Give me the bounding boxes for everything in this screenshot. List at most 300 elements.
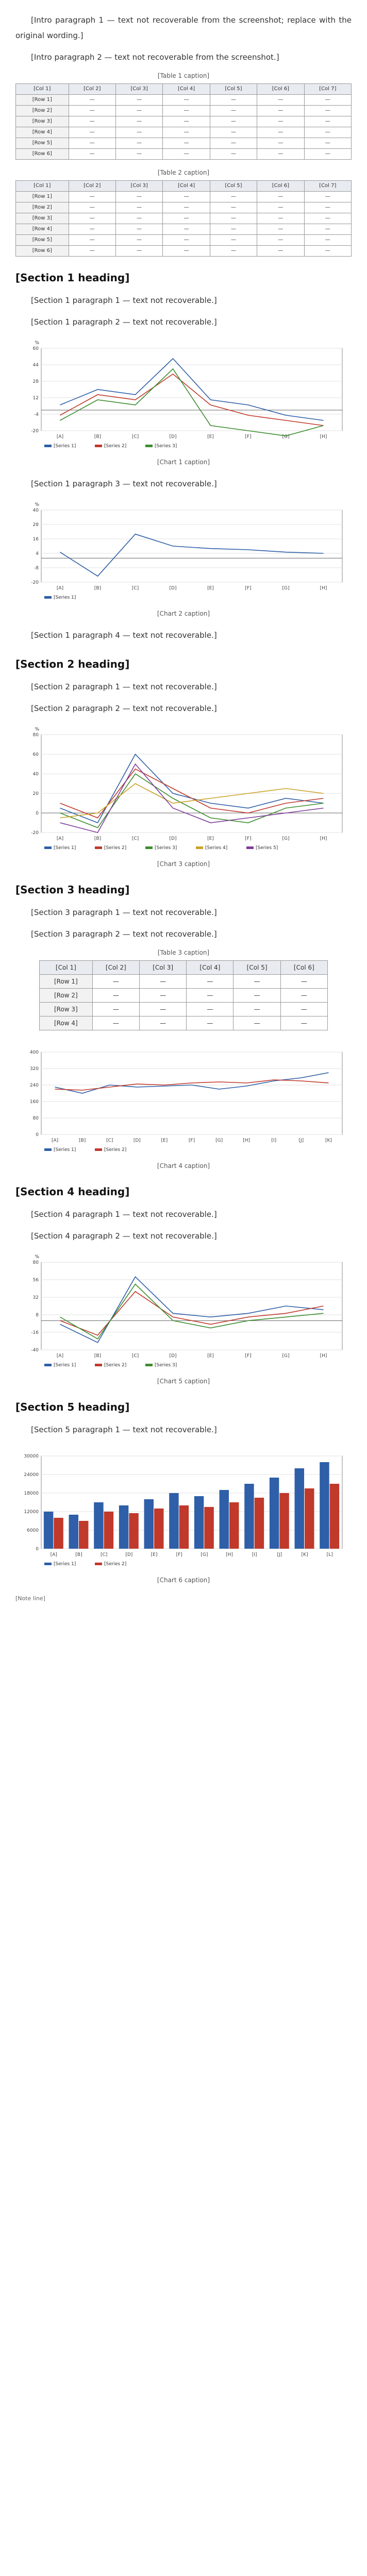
y-tick-label: 160 bbox=[29, 1099, 39, 1105]
x-tick-label: [D] bbox=[169, 836, 177, 841]
x-tick-label: [F] bbox=[245, 586, 252, 591]
table-row bbox=[16, 106, 352, 116]
table1-caption: [Table 1 caption] bbox=[157, 72, 210, 79]
table-cell: — bbox=[69, 235, 115, 246]
table-cell: — bbox=[257, 202, 304, 213]
table-cell: — bbox=[257, 106, 304, 116]
table-cell: — bbox=[257, 149, 304, 160]
y-tick-label: -4 bbox=[34, 412, 39, 417]
table-cell: — bbox=[187, 975, 233, 989]
section3-heading: [Section 3 heading] bbox=[15, 884, 130, 896]
y-tick-label: 28 bbox=[32, 522, 39, 528]
table-cell: — bbox=[69, 246, 115, 257]
table-header-row bbox=[40, 961, 328, 975]
table-cell: — bbox=[257, 95, 304, 106]
table3-caption: [Table 3 caption] bbox=[157, 949, 210, 956]
table-header-cell: [Col 5] bbox=[210, 181, 257, 192]
table-row bbox=[40, 1016, 328, 1030]
table-cell: — bbox=[210, 138, 257, 149]
x-tick-label: [H] bbox=[243, 1138, 251, 1143]
legend-swatch bbox=[95, 1364, 102, 1366]
section3-para-2: [Section 3 paragraph 2 — text not recoverable.] bbox=[31, 929, 217, 939]
table-cell: — bbox=[210, 202, 257, 213]
y-tick-label: 12 bbox=[32, 396, 39, 401]
table-cell: — bbox=[69, 224, 115, 235]
table-header-cell: [Col 2] bbox=[69, 84, 115, 95]
x-tick-label: [B] bbox=[94, 836, 102, 841]
chart2-caption: [Chart 2 caption] bbox=[157, 610, 210, 617]
section2-para-1: [Section 2 paragraph 1 — text not recoverable.] bbox=[31, 682, 217, 691]
y-tick-label: 12000 bbox=[24, 1510, 39, 1515]
x-tick-label: [F] bbox=[176, 1552, 182, 1557]
table-cell: — bbox=[139, 975, 186, 989]
table-cell: — bbox=[115, 106, 162, 116]
legend-swatch bbox=[44, 445, 52, 447]
x-tick-label: [C] bbox=[131, 1353, 139, 1359]
table-header-cell: [Col 2] bbox=[69, 181, 115, 192]
chart5 bbox=[19, 1250, 348, 1374]
table-cell: — bbox=[257, 213, 304, 224]
x-tick-label: [G] bbox=[282, 586, 290, 591]
y-tick-label: 320 bbox=[29, 1066, 39, 1072]
table-header-cell: [Col 3] bbox=[115, 181, 162, 192]
table-row bbox=[16, 149, 352, 160]
table-row bbox=[16, 235, 352, 246]
table-row bbox=[40, 1003, 328, 1016]
table-cell: — bbox=[210, 106, 257, 116]
x-tick-label: [B] bbox=[94, 586, 102, 591]
table-cell: — bbox=[163, 246, 210, 257]
table-cell: — bbox=[304, 127, 351, 138]
y-axis-unit: % bbox=[35, 727, 39, 732]
section1-para-2: [Section 1 paragraph 2 — text not recoverable.] bbox=[31, 317, 217, 327]
table-cell: — bbox=[210, 213, 257, 224]
x-tick-label: [K] bbox=[325, 1138, 332, 1143]
table-cell: — bbox=[257, 138, 304, 149]
legend-label: [Series 1] bbox=[54, 845, 76, 851]
bar bbox=[279, 1493, 289, 1549]
table-header-cell: [Col 7] bbox=[304, 181, 351, 192]
legend-swatch bbox=[246, 846, 254, 849]
table-cell: [Row 6] bbox=[16, 246, 69, 257]
bar bbox=[144, 1499, 154, 1549]
table-cell: — bbox=[257, 192, 304, 202]
x-tick-label: [A] bbox=[50, 1552, 57, 1557]
x-tick-label: [A] bbox=[56, 434, 64, 439]
y-axis-unit: % bbox=[35, 502, 39, 507]
y-tick-label: 20 bbox=[32, 791, 39, 796]
table-cell: [Row 6] bbox=[16, 149, 69, 160]
y-tick-label: 240 bbox=[29, 1083, 39, 1088]
x-tick-label: [G] bbox=[282, 1353, 290, 1359]
table-cell: — bbox=[304, 106, 351, 116]
y-tick-label: 60 bbox=[32, 752, 39, 757]
table-cell: — bbox=[304, 192, 351, 202]
legend-swatch bbox=[44, 1563, 52, 1565]
x-tick-label: [J] bbox=[298, 1138, 304, 1143]
x-tick-label: [B] bbox=[79, 1138, 86, 1143]
table-cell: — bbox=[304, 116, 351, 127]
x-tick-label: [A] bbox=[51, 1138, 59, 1143]
plot-area bbox=[41, 1052, 342, 1134]
y-tick-label: 80 bbox=[32, 733, 39, 738]
y-tick-label: 400 bbox=[29, 1050, 39, 1055]
y-tick-label: 0 bbox=[36, 1547, 39, 1552]
x-tick-label: [H] bbox=[320, 1353, 327, 1359]
table3 bbox=[39, 960, 328, 1030]
table-cell: — bbox=[304, 95, 351, 106]
x-tick-label: [E] bbox=[207, 434, 214, 439]
x-tick-label: [F] bbox=[245, 1353, 252, 1359]
table-cell: — bbox=[233, 1003, 280, 1016]
table-cell: — bbox=[210, 224, 257, 235]
table-header-cell: [Col 4] bbox=[163, 181, 210, 192]
table-header-cell: [Col 5] bbox=[233, 961, 280, 975]
table-cell: [Row 1] bbox=[16, 192, 69, 202]
intro-para-2: [Intro paragraph 2 — text not recoverable from the screenshot.] bbox=[31, 53, 279, 62]
bar bbox=[194, 1496, 204, 1549]
x-tick-label: [C] bbox=[131, 836, 139, 841]
x-tick-label: [E] bbox=[207, 586, 214, 591]
x-tick-label: [C] bbox=[131, 434, 139, 439]
x-tick-label: [A] bbox=[56, 586, 64, 591]
table-cell: — bbox=[280, 975, 327, 989]
table-row bbox=[16, 116, 352, 127]
table2 bbox=[15, 180, 352, 257]
table-cell: — bbox=[92, 1003, 139, 1016]
bar bbox=[330, 1484, 339, 1549]
table-cell: — bbox=[163, 149, 210, 160]
x-tick-label: [E] bbox=[161, 1138, 168, 1143]
section1-heading: [Section 1 heading] bbox=[15, 272, 130, 284]
legend-label: [Series 1] bbox=[54, 1562, 76, 1567]
table-cell: — bbox=[233, 975, 280, 989]
table-cell: — bbox=[69, 138, 115, 149]
table-cell: [Row 1] bbox=[16, 95, 69, 106]
x-tick-label: [C] bbox=[101, 1552, 108, 1557]
bar bbox=[179, 1505, 189, 1549]
table-cell: — bbox=[115, 235, 162, 246]
legend-label: [Series 4] bbox=[205, 845, 228, 851]
table-cell: — bbox=[69, 106, 115, 116]
table-row bbox=[16, 192, 352, 202]
legend-label: [Series 1] bbox=[54, 444, 76, 449]
x-tick-label: [F] bbox=[245, 434, 252, 439]
y-tick-label: 30000 bbox=[24, 1454, 39, 1459]
y-tick-label: 6000 bbox=[27, 1528, 39, 1533]
table-row bbox=[16, 213, 352, 224]
legend-label: [Series 1] bbox=[54, 1363, 76, 1368]
table-cell: — bbox=[163, 95, 210, 106]
bar bbox=[104, 1512, 113, 1549]
legend-swatch bbox=[196, 846, 203, 849]
bar bbox=[79, 1521, 88, 1549]
bar bbox=[69, 1515, 78, 1549]
x-tick-label: [H] bbox=[320, 836, 327, 841]
chart4-caption: [Chart 4 caption] bbox=[157, 1162, 210, 1170]
legend-label: [Series 3] bbox=[155, 1363, 177, 1368]
y-tick-label: 28 bbox=[32, 379, 39, 384]
x-tick-label: [D] bbox=[125, 1552, 133, 1557]
section2-heading: [Section 2 heading] bbox=[15, 658, 130, 670]
table-header-cell: [Col 3] bbox=[115, 84, 162, 95]
legend-swatch bbox=[95, 1563, 102, 1565]
table-header-cell: [Col 6] bbox=[280, 961, 327, 975]
table-cell: — bbox=[115, 213, 162, 224]
y-tick-label: -8 bbox=[34, 566, 39, 571]
table-header-row bbox=[16, 181, 352, 192]
table-cell: [Row 1] bbox=[40, 975, 93, 989]
table-row bbox=[16, 138, 352, 149]
y-tick-label: -20 bbox=[31, 831, 39, 836]
x-tick-label: [G] bbox=[282, 434, 290, 439]
x-tick-label: [G] bbox=[282, 836, 290, 841]
x-tick-label: [H] bbox=[320, 586, 327, 591]
table-cell: — bbox=[257, 235, 304, 246]
table-cell: — bbox=[69, 202, 115, 213]
table-cell: — bbox=[304, 224, 351, 235]
table-cell: — bbox=[115, 116, 162, 127]
table-header-cell: [Col 3] bbox=[139, 961, 186, 975]
table-cell: [Row 4] bbox=[16, 224, 69, 235]
legend-swatch bbox=[44, 1148, 52, 1151]
table-header-row bbox=[16, 84, 352, 95]
bar bbox=[220, 1490, 229, 1549]
table-cell: — bbox=[257, 224, 304, 235]
y-tick-label: 56 bbox=[32, 1278, 39, 1283]
x-tick-label: [E] bbox=[207, 1353, 214, 1359]
chart1 bbox=[19, 336, 348, 454]
bar bbox=[54, 1518, 63, 1549]
y-tick-label: 16 bbox=[32, 537, 39, 542]
table-cell: — bbox=[257, 246, 304, 257]
table-cell: — bbox=[163, 202, 210, 213]
table2-caption: [Table 2 caption] bbox=[157, 169, 210, 176]
bar bbox=[154, 1509, 163, 1549]
table-row bbox=[16, 246, 352, 257]
x-tick-label: [F] bbox=[188, 1138, 195, 1143]
chart3 bbox=[19, 722, 348, 856]
table-cell: — bbox=[304, 138, 351, 149]
table-cell: — bbox=[115, 202, 162, 213]
chart3-caption: [Chart 3 caption] bbox=[157, 860, 210, 868]
bar bbox=[204, 1507, 213, 1549]
chart1-caption: [Chart 1 caption] bbox=[157, 459, 210, 466]
bar bbox=[94, 1502, 103, 1549]
chart6-caption: [Chart 6 caption] bbox=[157, 1577, 210, 1584]
footnote: [Note line] bbox=[15, 1595, 45, 1602]
x-tick-label: [I] bbox=[252, 1552, 257, 1557]
legend-label: [Series 5] bbox=[256, 845, 278, 851]
table-cell: — bbox=[187, 1016, 233, 1030]
table-cell: — bbox=[280, 989, 327, 1003]
bar bbox=[295, 1468, 304, 1549]
y-tick-label: 40 bbox=[32, 508, 39, 513]
legend-swatch bbox=[145, 445, 153, 447]
bar bbox=[255, 1498, 264, 1549]
table-cell: — bbox=[304, 246, 351, 257]
table-header-cell: [Col 4] bbox=[163, 84, 210, 95]
y-tick-label: -40 bbox=[31, 1348, 39, 1353]
legend-swatch bbox=[95, 1148, 102, 1151]
y-tick-label: 60 bbox=[32, 346, 39, 351]
table-cell: [Row 2] bbox=[40, 989, 93, 1003]
table1 bbox=[15, 83, 352, 160]
table-cell: — bbox=[280, 1003, 327, 1016]
table-cell: [Row 4] bbox=[16, 127, 69, 138]
table-cell: — bbox=[233, 1016, 280, 1030]
x-tick-label: [D] bbox=[169, 1353, 177, 1359]
y-tick-label: -16 bbox=[31, 1330, 39, 1335]
legend-label: [Series 3] bbox=[155, 845, 177, 851]
y-tick-label: 44 bbox=[32, 363, 39, 368]
y-tick-label: 80 bbox=[32, 1260, 39, 1265]
x-tick-label: [H] bbox=[226, 1552, 233, 1557]
y-tick-label: 80 bbox=[32, 1116, 39, 1121]
y-axis-unit: % bbox=[35, 1255, 39, 1260]
x-tick-label: [G] bbox=[215, 1138, 223, 1143]
table-cell: — bbox=[163, 127, 210, 138]
x-tick-label: [E] bbox=[151, 1552, 158, 1557]
chart2 bbox=[19, 498, 348, 606]
table-cell: — bbox=[210, 235, 257, 246]
table-cell: — bbox=[69, 213, 115, 224]
legend-swatch bbox=[44, 1364, 52, 1366]
x-tick-label: [A] bbox=[56, 836, 64, 841]
table-cell: — bbox=[139, 1016, 186, 1030]
y-tick-label: 32 bbox=[32, 1295, 39, 1300]
x-tick-label: [I] bbox=[271, 1138, 277, 1143]
table-cell: — bbox=[304, 235, 351, 246]
table-header-cell: [Col 5] bbox=[210, 84, 257, 95]
chart4 bbox=[19, 1040, 348, 1158]
table-header-cell: [Col 2] bbox=[92, 961, 139, 975]
x-tick-label: [D] bbox=[133, 1138, 141, 1143]
table-cell: — bbox=[163, 106, 210, 116]
bar bbox=[44, 1512, 53, 1549]
table-cell: — bbox=[304, 149, 351, 160]
table-cell: — bbox=[69, 149, 115, 160]
legend-swatch bbox=[95, 846, 102, 849]
section5-para-1: [Section 5 paragraph 1 — text not recoverable.] bbox=[31, 1425, 217, 1434]
table-cell: — bbox=[92, 989, 139, 1003]
table-cell: — bbox=[210, 127, 257, 138]
x-tick-label: [L] bbox=[326, 1552, 333, 1557]
x-tick-label: [D] bbox=[169, 434, 177, 439]
chart6 bbox=[19, 1444, 348, 1572]
legend-label: [Series 1] bbox=[54, 1147, 76, 1153]
y-tick-label: 24000 bbox=[24, 1472, 39, 1478]
x-tick-label: [B] bbox=[94, 1353, 102, 1359]
intro-para-1: [Intro paragraph 1 — text not recoverable from the screenshot; replace with the original wording.] bbox=[15, 15, 352, 40]
y-tick-label: 4 bbox=[36, 551, 39, 556]
legend-label: [Series 2] bbox=[104, 1562, 127, 1567]
table-cell: — bbox=[139, 989, 186, 1003]
section1-para-4: [Section 1 paragraph 4 — text not recoverable.] bbox=[31, 631, 217, 640]
section4-para-1: [Section 4 paragraph 1 — text not recoverable.] bbox=[31, 1210, 217, 1219]
table-cell: — bbox=[304, 202, 351, 213]
legend-label: [Series 2] bbox=[104, 1147, 127, 1153]
table-cell: — bbox=[304, 213, 351, 224]
y-tick-label: 0 bbox=[36, 1132, 39, 1138]
x-tick-label: [B] bbox=[94, 434, 102, 439]
table-cell: [Row 4] bbox=[40, 1016, 93, 1030]
x-tick-label: [E] bbox=[207, 836, 214, 841]
x-tick-label: [C] bbox=[106, 1138, 113, 1143]
table-cell: — bbox=[163, 224, 210, 235]
table-cell: — bbox=[115, 149, 162, 160]
legend-label: [Series 1] bbox=[54, 595, 76, 600]
table-header-cell: [Col 4] bbox=[187, 961, 233, 975]
table-cell: — bbox=[69, 192, 115, 202]
table-cell: — bbox=[92, 1016, 139, 1030]
section1-para-3: [Section 1 paragraph 3 — text not recoverable.] bbox=[31, 479, 217, 488]
bar bbox=[119, 1505, 128, 1549]
table-cell: — bbox=[210, 116, 257, 127]
legend-swatch bbox=[44, 846, 52, 849]
y-tick-label: 8 bbox=[36, 1313, 39, 1318]
bar bbox=[169, 1493, 178, 1549]
table-header-cell: [Col 1] bbox=[16, 181, 69, 192]
table-row bbox=[40, 975, 328, 989]
legend-swatch bbox=[44, 596, 52, 599]
table-cell: — bbox=[69, 95, 115, 106]
table-cell: — bbox=[280, 1016, 327, 1030]
x-tick-label: [C] bbox=[131, 586, 139, 591]
chart5-caption: [Chart 5 caption] bbox=[157, 1378, 210, 1385]
section4-para-2: [Section 4 paragraph 2 — text not recoverable.] bbox=[31, 1231, 217, 1241]
table-cell: — bbox=[163, 213, 210, 224]
y-axis-unit: % bbox=[35, 341, 39, 346]
table-cell: — bbox=[187, 989, 233, 1003]
table-cell: — bbox=[210, 95, 257, 106]
legend-swatch bbox=[95, 445, 102, 447]
y-tick-label: 40 bbox=[32, 772, 39, 777]
table-cell: — bbox=[163, 138, 210, 149]
bar bbox=[305, 1488, 314, 1549]
table-cell: — bbox=[210, 246, 257, 257]
table-cell: — bbox=[257, 127, 304, 138]
x-tick-label: [G] bbox=[201, 1552, 208, 1557]
x-tick-label: [A] bbox=[56, 1353, 64, 1359]
table-row bbox=[16, 95, 352, 106]
table-row bbox=[40, 989, 328, 1003]
plot-area bbox=[41, 510, 342, 582]
y-tick-label: -20 bbox=[31, 580, 39, 585]
table-cell: — bbox=[115, 138, 162, 149]
table-cell: — bbox=[187, 1003, 233, 1016]
section5-heading: [Section 5 heading] bbox=[15, 1401, 130, 1413]
table-cell: — bbox=[163, 235, 210, 246]
table-cell: — bbox=[92, 975, 139, 989]
table-header-cell: [Col 7] bbox=[304, 84, 351, 95]
table-cell: — bbox=[69, 127, 115, 138]
section1-para-1: [Section 1 paragraph 1 — text not recoverable.] bbox=[31, 296, 217, 305]
table-cell: [Row 3] bbox=[40, 1003, 93, 1016]
bar bbox=[270, 1478, 279, 1549]
table-cell: — bbox=[210, 149, 257, 160]
table-cell: — bbox=[115, 224, 162, 235]
x-tick-label: [H] bbox=[320, 434, 327, 439]
x-tick-label: [D] bbox=[169, 586, 177, 591]
bar bbox=[229, 1502, 239, 1549]
table-cell: — bbox=[115, 192, 162, 202]
x-tick-label: [B] bbox=[75, 1552, 82, 1557]
table-cell: [Row 2] bbox=[16, 202, 69, 213]
legend-swatch bbox=[145, 846, 153, 849]
table-header-cell: [Col 6] bbox=[257, 181, 304, 192]
section3-para-1: [Section 3 paragraph 1 — text not recoverable.] bbox=[31, 908, 217, 917]
